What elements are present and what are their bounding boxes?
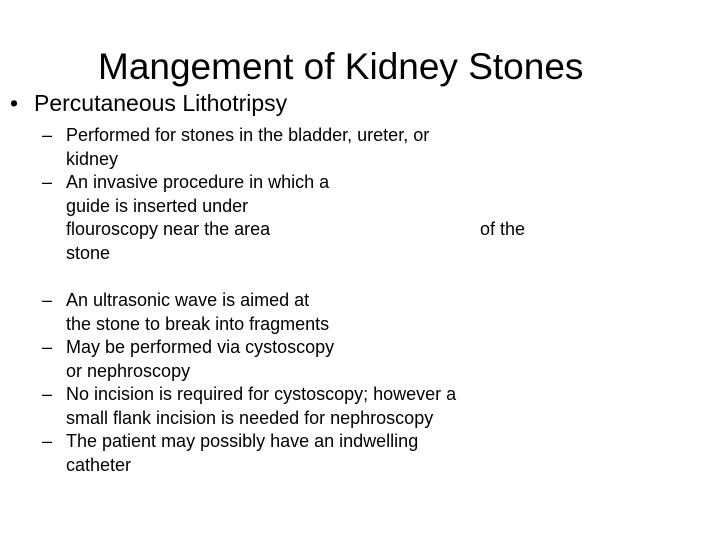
bullet-line-tail: of the [480,219,526,239]
dash-marker: – [42,172,53,192]
dash-marker: – [42,431,53,451]
bullet-line: An ultrasonic wave is aimed at [66,290,310,310]
sub-bullet-item [42,336,562,383]
sub-bullet-item [42,430,562,477]
sub-bullet-item [42,383,562,430]
bullet-line: Performed for stones in the bladder, ureter, or [66,125,430,145]
bullet-line: An invasive procedure in which a [66,172,330,192]
bullet-line: catheter [66,454,132,475]
bullet-line: May be performed via cystoscopy [66,337,335,357]
dash-marker: – [42,337,53,357]
sub-bullet-item [42,124,562,171]
bullet-marker: • [10,90,19,116]
bullet-line: the stone to break into fragments [66,313,330,334]
bullet-line: stone [66,242,111,263]
bullet-line: No incision is required for cystoscopy; however a [66,384,457,404]
bullet-line: kidney [66,148,119,169]
main-bullet [10,88,287,118]
slide-title: Mangement of Kidney Stones [98,46,584,87]
sub-bullet-list [42,124,562,477]
sub-bullet-item [42,289,562,336]
dash-marker: – [42,125,53,145]
bullet-line: guide is inserted under [66,195,249,216]
bullet-line: or nephroscopy [66,360,191,381]
dash-marker: – [42,384,53,404]
main-bullet-text: Percutaneous Lithotripsy [34,90,288,116]
bullet-line [66,218,562,242]
sub-bullet-item [42,171,562,265]
bullet-line: The patient may possibly have an indwelling [66,431,419,451]
bullet-line-start: flouroscopy near the area [66,219,271,239]
dash-marker: – [42,290,53,310]
bullet-line: small flank incision is needed for nephroscopy [66,407,434,428]
